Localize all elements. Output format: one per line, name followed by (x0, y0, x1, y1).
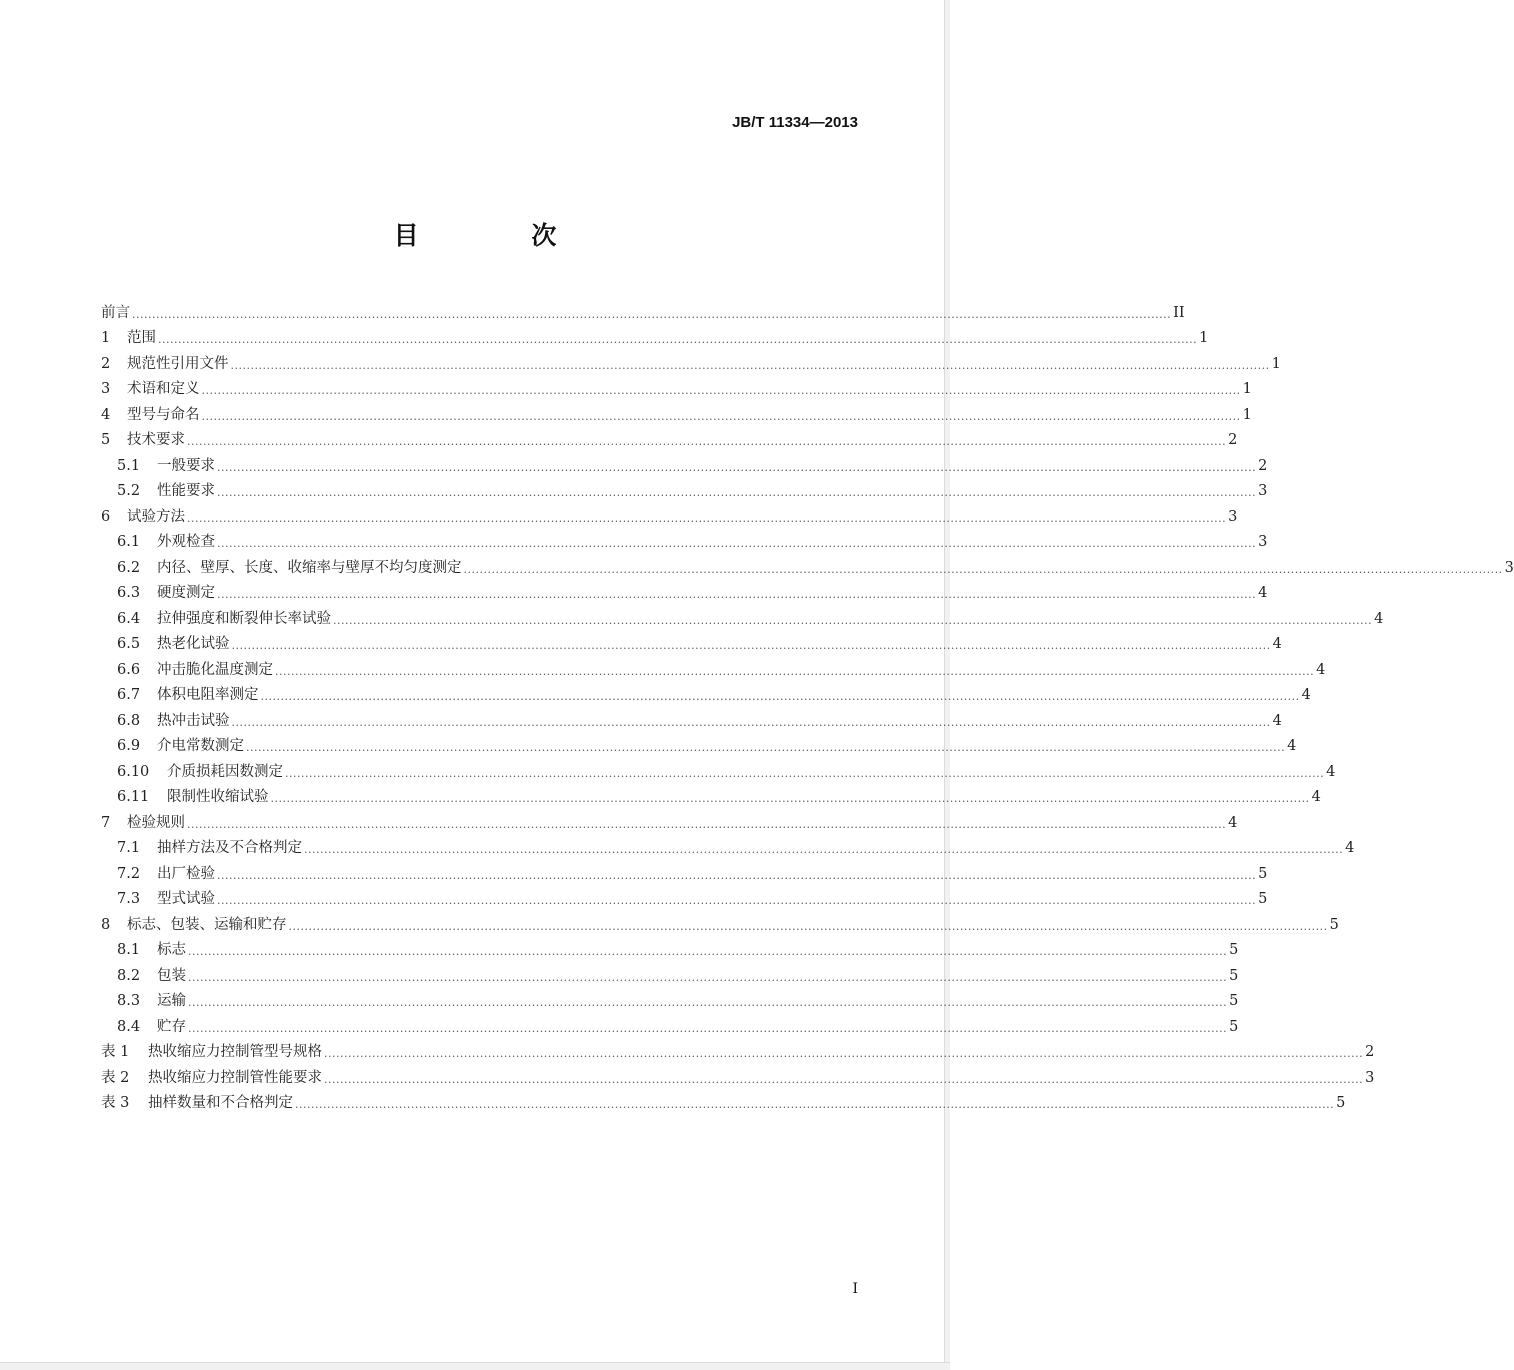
toc-entry-label: 一般要求 (157, 457, 215, 474)
toc-entry-page: 1 (1199, 330, 1209, 346)
toc-entry[interactable] (101, 399, 1252, 425)
toc-entry[interactable] (101, 348, 1281, 374)
toc-entry-label: 型式试验 (157, 891, 215, 907)
toc-entry-label: 包装 (157, 967, 186, 984)
toc-leader-dots: .................................................................................................................................................................................................................................................................... (231, 715, 1271, 729)
toc-entry-number: 表 3 (101, 1095, 130, 1111)
toc-entry-label: 性能要求 (157, 483, 215, 499)
toc-entry[interactable] (101, 960, 1239, 986)
toc-entry-label: 内径、壁厚、长度、收缩率与壁厚不均匀度测定 (157, 559, 462, 576)
toc-entry-page: 4 (1326, 763, 1336, 780)
toc-entry-number: 6.10 (117, 763, 150, 780)
toc-entry-page: 4 (1316, 661, 1326, 678)
table-of-contents (101, 297, 1514, 1113)
toc-entry-page: 4 (1374, 610, 1384, 627)
toc-leader-dots: .................................................................................................................................................................................................................................................................... (188, 1021, 1228, 1035)
toc-entry[interactable] (101, 1011, 1239, 1037)
toc-leader-dots: .................................................................................................................................................................................................................................................................... (230, 358, 1270, 372)
toc-entry[interactable] (101, 756, 1336, 782)
toc-entry-page: 5 (1258, 891, 1268, 907)
toc-entry-page: 3 (1365, 1069, 1375, 1086)
toc-entry[interactable] (101, 833, 1355, 859)
toc-entry-label: 规范性引用文件 (127, 355, 229, 372)
toc-leader-dots: .................................................................................................................................................................................................................................................................... (217, 486, 1257, 499)
toc-entry-label: 标志 (157, 942, 186, 958)
toc-entry[interactable] (101, 807, 1238, 833)
toc-entry-number: 5 (101, 432, 111, 448)
toc-entry-page: 3 (1228, 508, 1238, 525)
toc-entry-number: 4 (101, 406, 111, 423)
toc-title: 目 次 (393, 221, 609, 250)
toc-entry-page: 4 (1228, 814, 1238, 831)
toc-leader-dots: .................................................................................................................................................................................................................................................................... (187, 511, 1227, 525)
toc-entry-number: 7.2 (117, 865, 141, 882)
toc-entry-number: 1 (101, 330, 111, 346)
toc-leader-dots: .................................................................................................................................................................................................................................................................... (158, 333, 1198, 346)
toc-entry-page: 5 (1336, 1095, 1346, 1111)
toc-entry-label: 试验方法 (127, 508, 185, 525)
toc-entry[interactable] (101, 680, 1311, 706)
toc-entry[interactable] (101, 425, 1238, 451)
toc-entry-number: 6.6 (117, 661, 141, 678)
toc-entry-page: 3 (1504, 559, 1514, 576)
toc-leader-dots: .................................................................................................................................................................................................................................................................... (187, 435, 1227, 448)
toc-leader-dots: .................................................................................................................................................................................................................................................................... (231, 639, 1271, 652)
toc-entry-label: 范围 (127, 330, 156, 346)
toc-entry-number: 8.2 (117, 967, 141, 984)
toc-entry-page: 4 (1287, 738, 1297, 754)
toc-entry[interactable] (101, 884, 1268, 910)
toc-entry-label: 抽样方法及不合格判定 (157, 840, 302, 856)
toc-entry-number: 5.2 (117, 483, 141, 499)
toc-entry-page: 2 (1365, 1044, 1375, 1060)
toc-leader-dots: .................................................................................................................................................................................................................................................................... (201, 409, 1241, 423)
toc-entry-page: 2 (1258, 457, 1268, 474)
toc-entry-number: 3 (101, 381, 111, 397)
toc-entry-label: 限制性收缩试验 (167, 789, 269, 805)
toc-entry-page: 1 (1271, 355, 1281, 372)
toc-leader-dots: .................................................................................................................................................................................................................................................................... (188, 970, 1228, 984)
toc-entry[interactable] (101, 578, 1268, 604)
toc-entry[interactable] (101, 323, 1209, 349)
toc-leader-dots: .................................................................................................................................................................................................................................................................... (324, 1047, 1364, 1060)
toc-entry-page: 4 (1258, 585, 1268, 601)
toc-entry-number: 7.1 (117, 840, 141, 856)
toc-entry-label: 出厂检验 (157, 865, 215, 882)
toc-entry-label: 标志、包装、运输和贮存 (127, 916, 287, 933)
toc-leader-dots: .................................................................................................................................................................................................................................................................... (217, 588, 1257, 601)
toc-entry-number: 5.1 (117, 457, 141, 474)
page-number: I (852, 1281, 858, 1297)
toc-entry-number: 6.9 (117, 738, 141, 754)
toc-entry-number: 8.4 (117, 1018, 141, 1035)
toc-entry-page: 2 (1228, 432, 1238, 448)
toc-leader-dots: .................................................................................................................................................................................................................................................................... (304, 843, 1344, 856)
toc-entry-label: 术语和定义 (127, 381, 200, 397)
toc-leader-dots: .................................................................................................................................................................................................................................................................... (270, 792, 1310, 805)
toc-entry-label: 体积电阻率测定 (157, 687, 259, 703)
toc-leader-dots: .................................................................................................................................................................................................................................................................... (295, 1098, 1335, 1111)
toc-entry-number: 8.1 (117, 942, 141, 958)
toc-leader-dots: .................................................................................................................................................................................................................................................................... (333, 613, 1373, 627)
toc-entry-page: 5 (1229, 967, 1239, 984)
toc-entry-label: 贮存 (157, 1018, 186, 1035)
toc-entry-number: 6.8 (117, 712, 141, 729)
toc-leader-dots: .................................................................................................................................................................................................................................................................... (288, 919, 1328, 933)
toc-entry-label: 抽样数量和不合格判定 (148, 1095, 293, 1111)
toc-entry-label: 硬度测定 (157, 585, 215, 601)
toc-entry-label: 热收缩应力控制管性能要求 (148, 1069, 322, 1086)
toc-entry-label: 检验规则 (127, 814, 185, 831)
toc-entry-number: 8.3 (117, 993, 141, 1009)
toc-entry[interactable] (101, 705, 1282, 731)
toc-leader-dots: .................................................................................................................................................................................................................................................................... (201, 384, 1241, 397)
toc-entry-page: 1 (1242, 381, 1252, 397)
toc-entry[interactable] (101, 450, 1268, 476)
toc-entry[interactable] (101, 731, 1297, 757)
toc-leader-dots: .................................................................................................................................................................................................................................................................... (188, 945, 1228, 958)
toc-entry[interactable] (101, 629, 1282, 655)
toc-entry-number: 8 (101, 916, 111, 933)
toc-entry[interactable] (101, 654, 1326, 680)
toc-leader-dots: .................................................................................................................................................................................................................................................................... (217, 894, 1257, 907)
toc-leader-dots: .................................................................................................................................................................................................................................................................... (275, 664, 1315, 678)
toc-entry-page: 5 (1229, 1018, 1239, 1035)
toc-entry[interactable] (101, 909, 1339, 935)
toc-entry[interactable] (101, 501, 1238, 527)
toc-leader-dots: .................................................................................................................................................................................................................................................................... (260, 690, 1300, 703)
toc-entry-number: 6.5 (117, 636, 141, 652)
toc-entry-number: 表 2 (101, 1069, 130, 1086)
toc-table-entry[interactable] (101, 1037, 1375, 1063)
toc-entry-label: 前言 (101, 304, 130, 321)
toc-table-entry[interactable] (101, 1088, 1346, 1114)
toc-entry-label: 运输 (157, 993, 186, 1009)
toc-leader-dots: .................................................................................................................................................................................................................................................................... (285, 766, 1325, 780)
toc-entry-label: 热收缩应力控制管型号规格 (148, 1044, 322, 1060)
toc-entry-number: 2 (101, 355, 111, 372)
toc-entry-label: 介质损耗因数测定 (167, 763, 283, 780)
toc-leader-dots: .................................................................................................................................................................................................................................................................... (187, 817, 1227, 831)
toc-entry-label: 外观检查 (157, 534, 215, 550)
toc-entry-page: 3 (1258, 483, 1268, 499)
toc-entry-page: 4 (1311, 789, 1321, 805)
toc-entry-label: 技术要求 (127, 432, 185, 448)
toc-entry-page: 4 (1345, 840, 1355, 856)
toc-entry-page: 5 (1229, 993, 1239, 1009)
toc-leader-dots: .................................................................................................................................................................................................................................................................... (132, 307, 1172, 321)
toc-entry-number: 6.4 (117, 610, 141, 627)
toc-entry-number: 7.3 (117, 891, 141, 907)
toc-entry[interactable] (101, 527, 1268, 553)
toc-entry-number: 6.3 (117, 585, 141, 601)
toc-entry-page: 3 (1258, 534, 1268, 550)
toc-entry-number: 6.7 (117, 687, 141, 703)
toc-entry[interactable] (101, 603, 1384, 629)
toc-entry-label: 介电常数测定 (157, 738, 244, 754)
toc-leader-dots: .................................................................................................................................................................................................................................................................... (463, 562, 1503, 576)
standard-number: JB/T 11334—2013 (732, 114, 858, 131)
toc-table-entry[interactable] (101, 1062, 1375, 1088)
toc-entry-number: 6.11 (117, 789, 150, 805)
toc-entry-page: 1 (1242, 406, 1252, 423)
toc-entry-label: 拉伸强度和断裂伸长率试验 (157, 610, 331, 627)
toc-entry[interactable] (101, 297, 1185, 323)
toc-entry[interactable] (101, 935, 1239, 961)
toc-entry-number: 6.2 (117, 559, 141, 576)
page-edge-right (944, 0, 950, 1370)
toc-entry-number: 6 (101, 508, 111, 525)
toc-entry-label: 热老化试验 (157, 636, 230, 652)
toc-entry[interactable] (101, 552, 1514, 578)
toc-entry-page: 5 (1258, 865, 1268, 882)
toc-entry[interactable] (101, 858, 1268, 884)
toc-entry[interactable] (101, 986, 1239, 1012)
toc-leader-dots: .................................................................................................................................................................................................................................................................... (324, 1072, 1364, 1086)
toc-entry-page: 4 (1301, 687, 1311, 703)
toc-entry-page: 5 (1329, 916, 1339, 933)
toc-entry-page: II (1173, 304, 1185, 321)
toc-entry[interactable] (101, 374, 1252, 400)
toc-entry-page: 4 (1272, 636, 1282, 652)
toc-leader-dots: .................................................................................................................................................................................................................................................................... (217, 537, 1257, 550)
toc-entry-label: 热冲击试验 (157, 712, 230, 729)
toc-entry[interactable] (101, 476, 1268, 502)
toc-entry-page: 5 (1229, 942, 1239, 958)
toc-entry-number: 7 (101, 814, 111, 831)
toc-entry-page: 4 (1272, 712, 1282, 729)
toc-leader-dots: .................................................................................................................................................................................................................................................................... (188, 996, 1228, 1009)
toc-entry-number: 6.1 (117, 534, 141, 550)
page-edge-bottom (0, 1362, 950, 1370)
toc-leader-dots: .................................................................................................................................................................................................................................................................... (246, 741, 1286, 754)
toc-entry-number: 表 1 (101, 1044, 130, 1060)
toc-leader-dots: .................................................................................................................................................................................................................................................................... (217, 460, 1257, 474)
toc-entry-label: 冲击脆化温度测定 (157, 661, 273, 678)
toc-leader-dots: .................................................................................................................................................................................................................................................................... (217, 868, 1257, 882)
toc-entry[interactable] (101, 782, 1321, 808)
toc-entry-label: 型号与命名 (127, 406, 200, 423)
